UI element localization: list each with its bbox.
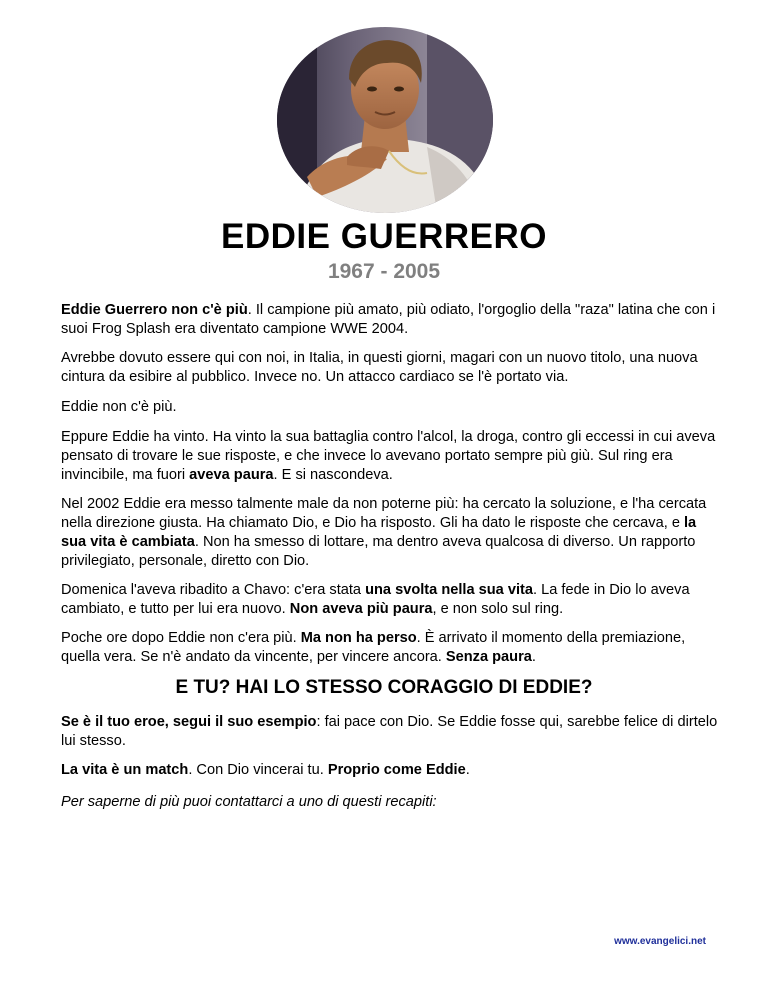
paragraph-9 (61, 761, 721, 780)
page-title: EDDIE GUERRERO (221, 217, 547, 256)
text: : fai pace con Dio. Se Eddie fosse qui, sarebbe felice di dirtelo lui stesso. (61, 714, 718, 749)
text: . (531, 649, 536, 665)
portrait-illustration (277, 27, 493, 213)
life-years: 1967 - 2005 (327, 260, 441, 283)
text: . (465, 762, 470, 778)
text: Domenica l'aveva ribadito a Chavo: c'era stata (61, 582, 366, 598)
paragraph-2 (61, 349, 721, 387)
bold-text: Se è il tuo eroe, segui il suo esempio (61, 714, 317, 730)
bold-text: La vita è un match (61, 762, 189, 778)
text: . Non ha smesso di lottare, ma dentro aveva qualcosa di diverso. Un rapporto privilegiato, personale, diretto con Dio. (61, 534, 696, 569)
text: , e non solo sul ring. (432, 601, 564, 617)
paragraph-10 (61, 793, 721, 812)
text: . Il campione più amato, più odiato, l'orgoglio della "raza" latina che con i suoi Frog Splash era diventato campione WWE 2004. (61, 302, 716, 337)
bold-text: Eddie Guerrero non c'è più (61, 302, 248, 318)
text: Per saperne di più puoi contattarci a uno di questi recapiti: (61, 794, 437, 810)
paragraph-7 (61, 629, 721, 667)
text: Avrebbe dovuto essere qui con noi, in Italia, in questi giorni, magari con un nuovo titolo, una nuova cintura da esibire al pubblico. Invece no. Un attacco cardiaco se l'è portato via. (61, 350, 698, 385)
text: Eddie non c'è più. (61, 399, 177, 415)
portrait-photo (277, 27, 493, 213)
bold-text: Proprio come Eddie (327, 762, 466, 778)
paragraph-3 (61, 398, 721, 417)
bold-text: Ma non ha perso (300, 630, 417, 646)
website-link[interactable]: www.evangelici.net (614, 936, 706, 947)
text: Nel 2002 Eddie era messo talmente male da non poterne più: ha cercato la soluzione, e l'ha cercata nella direzione giusta. Ha chiamato Dio, e Dio ha risposto. Gli ha dato le risposte che cercava, e (61, 496, 707, 531)
paragraph-1 (61, 301, 721, 339)
text: . La fede in Dio lo aveva cambiato, e tutto per lui era nuovo. (61, 582, 690, 617)
bold-text: aveva paura (189, 467, 274, 483)
bold-text: Non aveva più paura (289, 601, 433, 617)
bold-text: Senza paura (445, 649, 532, 665)
text: . E si nascondeva. (273, 467, 393, 483)
text: Eppure Eddie ha vinto. Ha vinto la sua battaglia contro l'alcol, la droga, contro gli eccessi in cui aveva pensato di trovare le sue risposte, e che invece lo avevano portato sempre più giù. Sul ring era invincibile, ma fuori (61, 429, 716, 483)
section-heading: E TU? HAI LO STESSO CORAGGIO DI EDDIE? (175, 677, 593, 698)
bold-text: una svolta nella sua vita (365, 582, 533, 598)
paragraph-5 (61, 495, 721, 571)
paragraph-6 (61, 581, 721, 619)
bold-text: la sua vita è cambiata (61, 515, 697, 550)
text: . Con Dio vincerai tu. (188, 762, 328, 778)
text: . È arrivato il momento della premiazione, quella vera. Se n'è andato da vincente, per vincere ancora. (61, 630, 686, 665)
paragraph-8 (61, 713, 721, 751)
paragraph-4 (61, 428, 721, 485)
text: Poche ore dopo Eddie non c'era più. (61, 630, 301, 646)
